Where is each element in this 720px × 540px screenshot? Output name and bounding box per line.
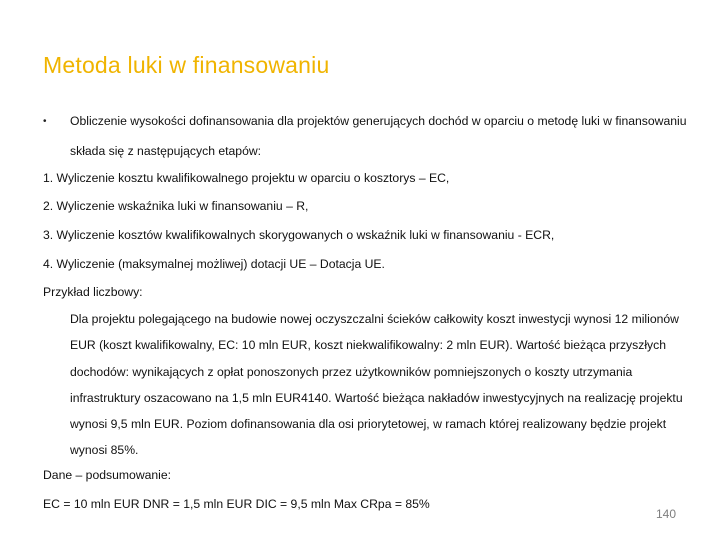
step-4: 4. Wyliczenie (maksymalnej możliwej) dotacji UE – Dotacja UE. <box>43 257 385 271</box>
bullet-icon: • <box>43 116 47 127</box>
example-heading: Przykład liczbowy: <box>43 285 143 299</box>
page-number: 140 <box>656 507 677 521</box>
example-paragraph: Dla projektu polegającego na budowie nowej oczyszczalni ścieków całkowity koszt inwestycji wynosi 12 milionów EUR (koszt kwalifikowalny, EC: 10 mln EUR, koszt niekwalifikowalny: 2 mln EUR). Wartość bieżąca przyszłych dochodów: wynikających z opłat ponoszonych przez użytkowników pomniejszonych o koszty utrzymania infrastruktury oszacowano na 1,5 mln EUR4140. Wartość bieżąca nakładów inwestycyjnych na realizację projektu wynosi 9,5 mln EUR. Poziom dofinansowania dla osi priorytetowej, w ramach której realizowany będzie projekt wynosi 85%. <box>70 312 683 458</box>
intro-bullet-text: Obliczenie wysokości dofinansowania dla projektów generujących dochód w oparciu o metodę luki w finansowaniu składa się z następujących etapów: <box>70 114 687 158</box>
summary-heading: Dane – podsumowanie: <box>43 468 172 482</box>
summary-values: EC = 10 mln EUR DNR = 1,5 mln EUR DIC = 9,5 mln Max CRpa = 85% <box>43 497 430 511</box>
step-1: 1. Wyliczenie kosztu kwalifikowalnego projektu w oparciu o kosztorys – EC, <box>43 171 450 185</box>
step-3: 3. Wyliczenie kosztów kwalifikowalnych skorygowanych o wskaźnik luki w finansowaniu - ECR, <box>43 228 555 242</box>
slide-title: Metoda luki w finansowaniu <box>43 52 330 78</box>
step-2: 2. Wyliczenie wskaźnika luki w finansowaniu – R, <box>43 199 309 213</box>
